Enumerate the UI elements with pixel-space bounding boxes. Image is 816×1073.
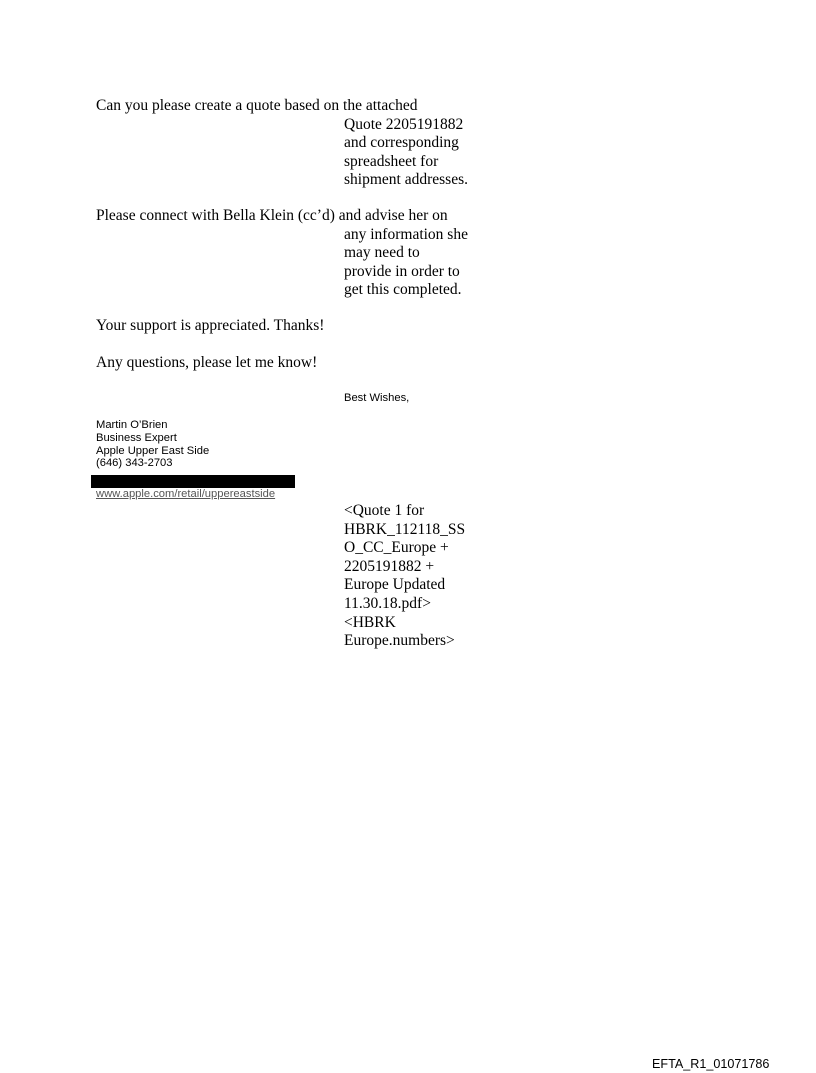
attachments-list: [344, 502, 465, 651]
signature-phone: (646) 343-2703: [96, 457, 173, 470]
connect-text-left: Please connect with Bella Klein (cc’d) and advise her on: [96, 207, 448, 224]
signature-name: Martin O’Brien: [96, 419, 168, 431]
request-line: Quote 2205191882: [344, 115, 464, 133]
questions-text: Any questions, please let me know!: [96, 354, 318, 371]
request-line: and corresponding: [344, 134, 459, 152]
attachment-line: 2205191882 +: [344, 557, 435, 575]
connect-text-right: [344, 226, 468, 300]
attachment-line: 11.30.18.pdf>: [344, 594, 431, 612]
signature-title: Business Expert: [96, 431, 177, 444]
store-link[interactable]: www.apple.com/retail/uppereastside: [96, 488, 276, 500]
connect-line: provide in order to: [344, 262, 460, 280]
request-text-right: [344, 116, 468, 190]
signature-block: [96, 419, 209, 470]
connect-line: may need to: [344, 244, 420, 262]
signature-store: Apple Upper East Side: [96, 444, 210, 457]
thanks-text: Your support is appreciated. Thanks!: [96, 317, 325, 334]
attachment-line: HBRK_112118_SS: [344, 520, 466, 538]
redaction-bar: [91, 475, 295, 488]
connect-line: get this completed.: [344, 281, 462, 299]
connect-line: any information she: [344, 225, 468, 243]
document-id: EFTA_R1_01071786: [652, 1057, 770, 1071]
attachment-line: O_CC_Europe +: [344, 539, 449, 557]
attachment-line: Europe.numbers>: [344, 632, 455, 650]
request-line: shipment addresses.: [344, 171, 468, 189]
request-text-left: Can you please create a quote based on the attached: [96, 97, 418, 114]
closing-text: Best Wishes,: [344, 392, 410, 404]
attachment-line: <HBRK: [344, 613, 396, 631]
request-line: spreadsheet for: [344, 152, 439, 170]
attachment-line: <Quote 1 for: [344, 502, 425, 519]
attachment-line: Europe Updated: [344, 576, 446, 594]
